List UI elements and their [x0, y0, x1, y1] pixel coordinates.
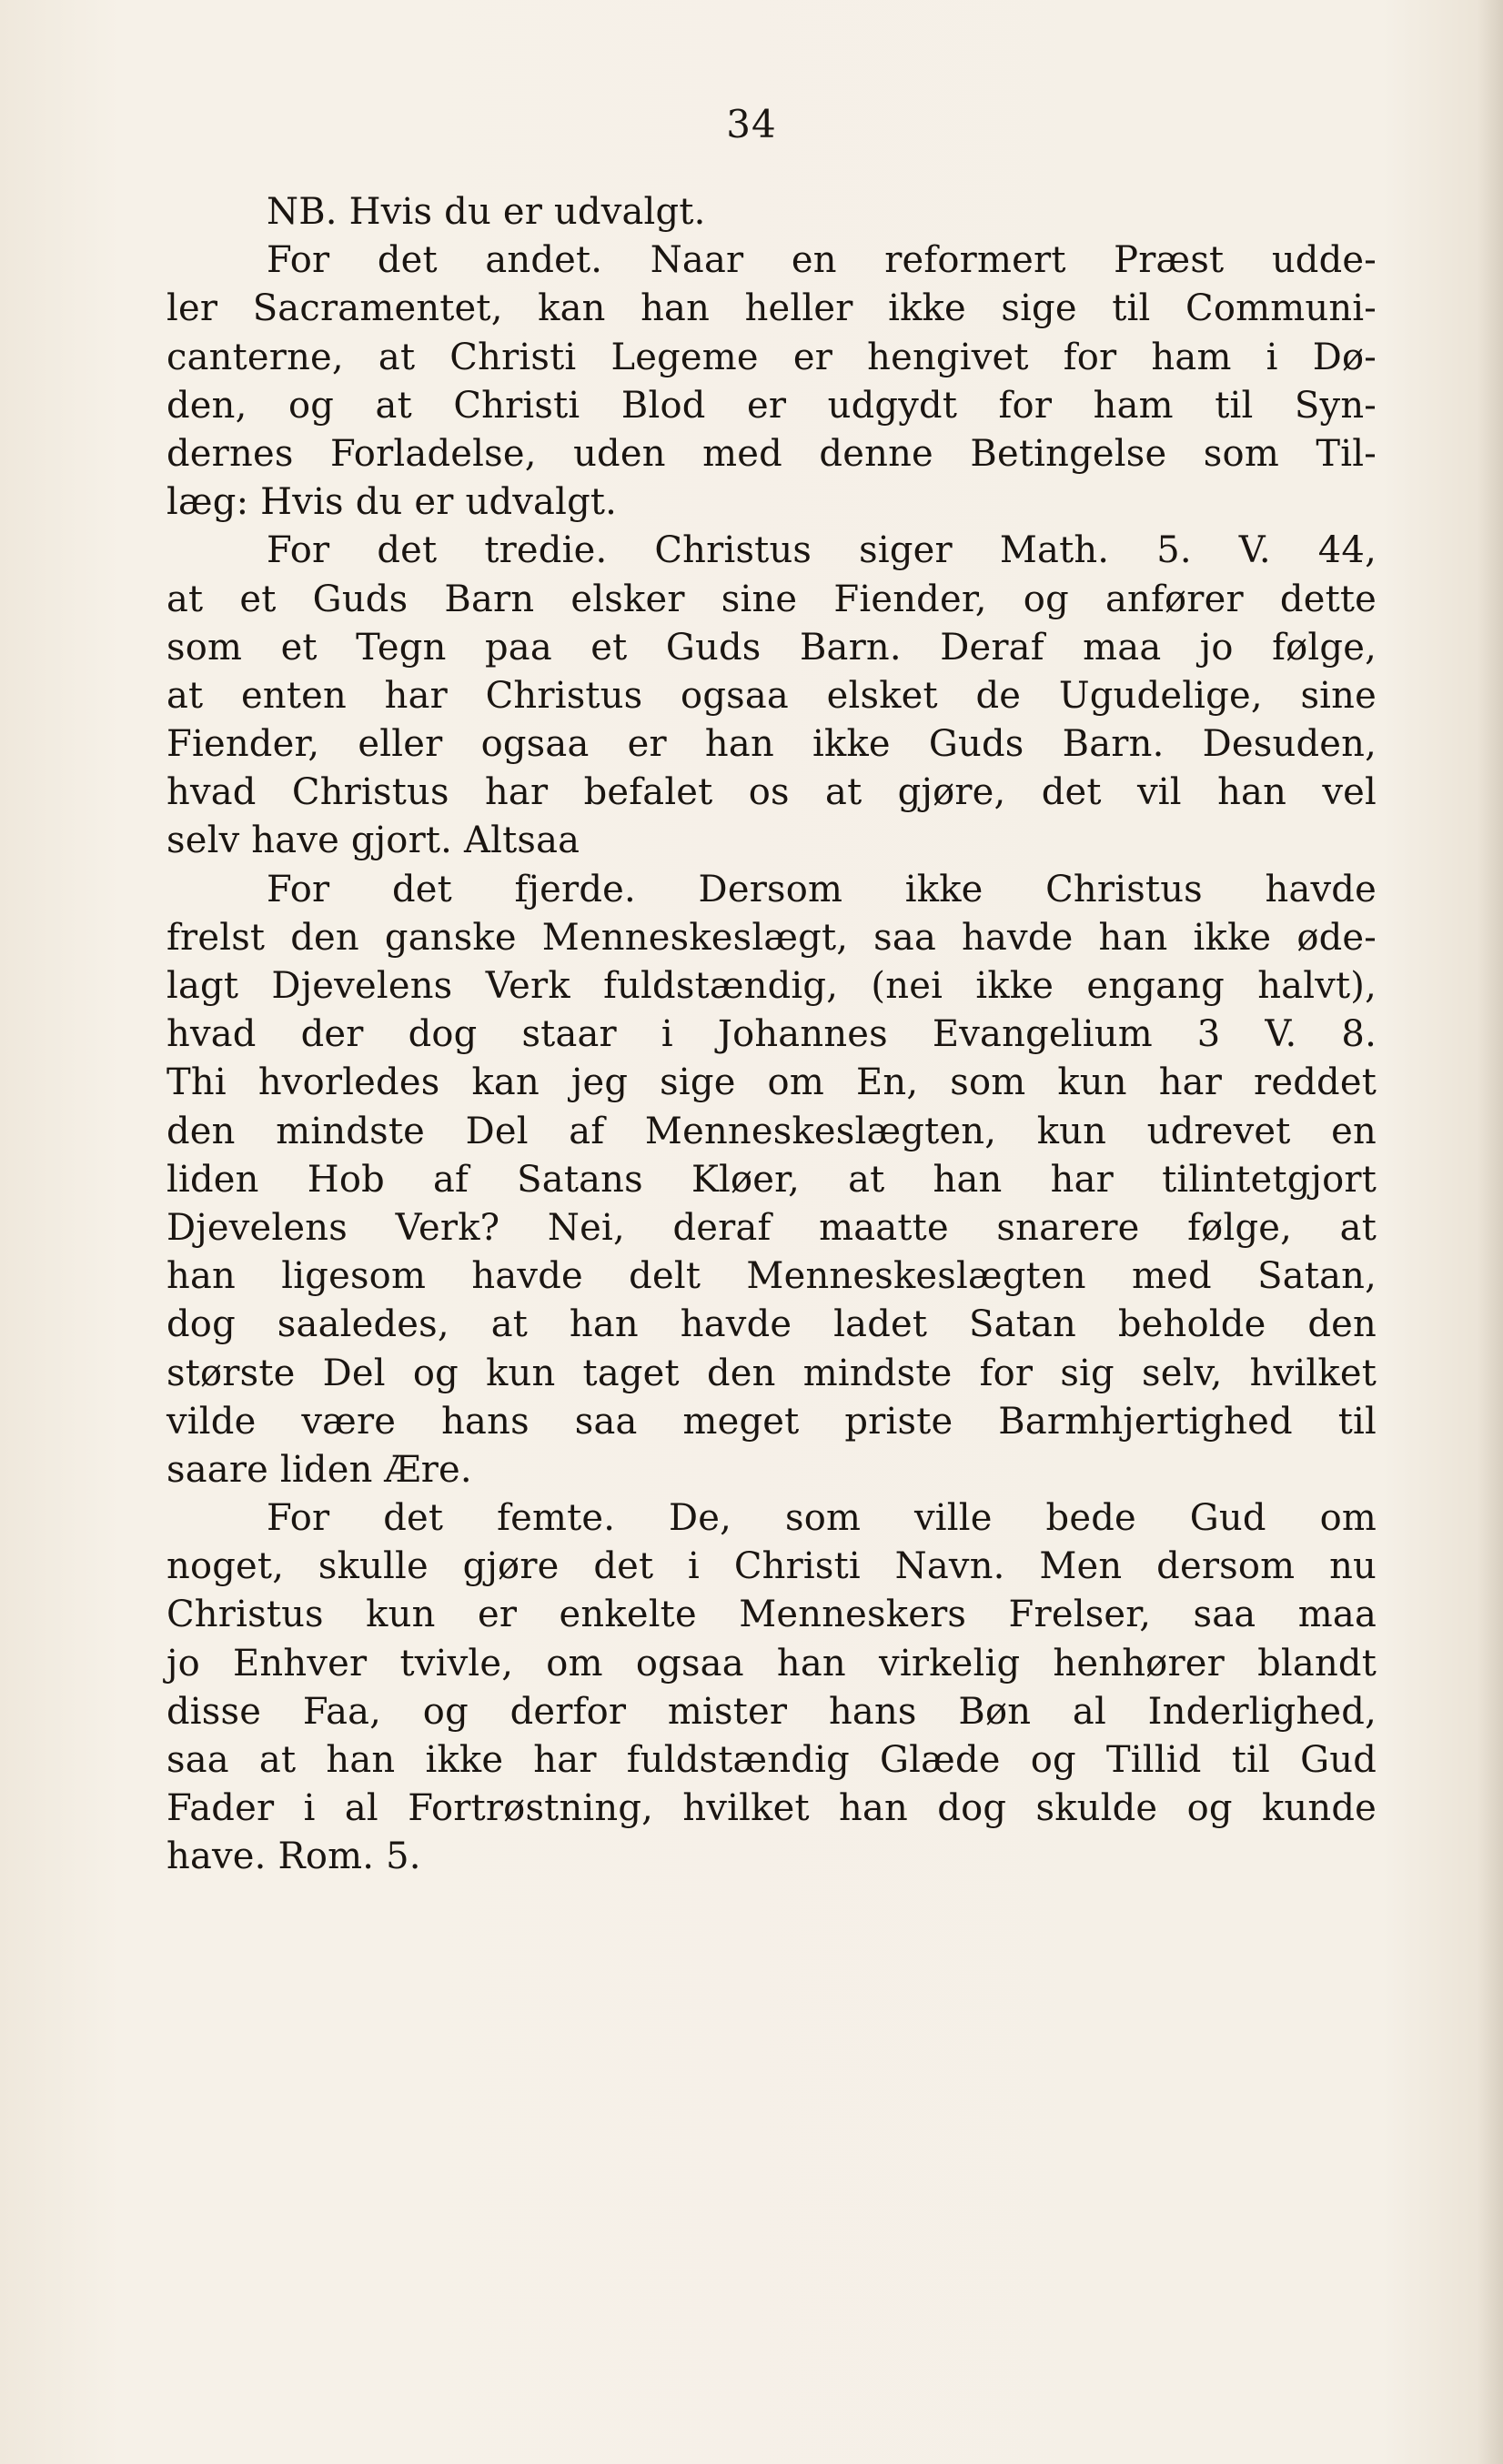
page-number: 34 — [726, 102, 777, 146]
text-line: han ligesom havde delt Menneskeslægten med Satan, — [166, 1255, 1377, 1298]
text-line: Fader i al Fortrøstning, hvilket han dog skulde og kunde — [166, 1787, 1377, 1830]
text-line: lagt Djevelens Verk fuldstændig, (nei ikke engang halvt), — [166, 965, 1377, 1007]
text-line: hvad Christus har befalet os at gjøre, det vil han vel — [166, 771, 1377, 814]
text-line: den mindste Del af Menneskeslægten, kun udrevet en — [166, 1110, 1377, 1152]
text-line: saa at han ikke har fuldstændig Glæde og Tillid til Gud — [166, 1739, 1377, 1781]
text-line: at enten har Christus ogsaa elsket de Ugudelige, sine — [166, 674, 1377, 717]
text-line: vilde være hans saa meget priste Barmhjertighed til — [166, 1400, 1377, 1443]
text-line: disse Faa, og derfor mister hans Bøn al Inderlighed, — [166, 1690, 1377, 1733]
text-line: canterne, at Christi Legeme er hengivet for ham i Dø- — [166, 336, 1377, 378]
text-line: dernes Forladelse, uden med denne Betingelse som Til- — [166, 432, 1377, 475]
body-text — [166, 188, 1377, 1882]
text-line: For det fjerde. Dersom ikke Christus havde — [267, 868, 1377, 910]
text-line: NB. Hvis du er udvalgt. — [267, 191, 706, 233]
text-line: noget, skulle gjøre det i Christi Navn. Men dersom nu — [166, 1545, 1377, 1588]
text-line: have. Rom. 5. — [166, 1835, 421, 1878]
text-line: jo Enhver tvivle, om ogsaa han virkelig henhører blandt — [166, 1642, 1377, 1685]
text-line: læg: Hvis du er udvalgt. — [166, 481, 618, 524]
text-line: hvad der dog staar i Johannes Evangelium 3 V. 8. — [166, 1013, 1377, 1056]
text-line: selv have gjort. Altsaa — [166, 820, 580, 862]
text-line: For det tredie. Christus siger Math. 5. V. 44, — [267, 529, 1377, 572]
text-line: dog saaledes, at han havde ladet Satan beholde den — [166, 1303, 1377, 1346]
text-line: For det femte. De, som ville bede Gud om — [267, 1497, 1377, 1540]
text-line: største Del og kun taget den mindste for sig selv, hvilket — [166, 1352, 1377, 1394]
text-line: saare liden Ære. — [166, 1448, 472, 1491]
text-line: den, og at Christi Blod er udgydt for ham til Syn- — [166, 384, 1377, 427]
text-line: For det andet. Naar en reformert Præst udde- — [267, 239, 1377, 282]
text-line: Fiender, eller ogsaa er han ikke Guds Barn. Desuden, — [166, 723, 1377, 766]
text-line: Djevelens Verk? Nei, deraf maatte snarere følge, at — [166, 1206, 1377, 1249]
text-line: som et Tegn paa et Guds Barn. Deraf maa jo følge, — [166, 626, 1377, 669]
text-line: Thi hvorledes kan jeg sige om En, som kun har reddet — [166, 1061, 1377, 1104]
text-line: ler Sacramentet, kan han heller ikke sige til Communi- — [166, 287, 1377, 330]
text-line: liden Hob af Satans Kløer, at han har tilintetgjort — [166, 1158, 1377, 1201]
text-line: frelst den ganske Menneskeslægt, saa havde han ikke øde- — [166, 916, 1377, 959]
text-line: at et Guds Barn elsker sine Fiender, og anfører dette — [166, 578, 1377, 620]
text-line: Christus kun er enkelte Menneskers Frelser, saa maa — [166, 1594, 1377, 1636]
